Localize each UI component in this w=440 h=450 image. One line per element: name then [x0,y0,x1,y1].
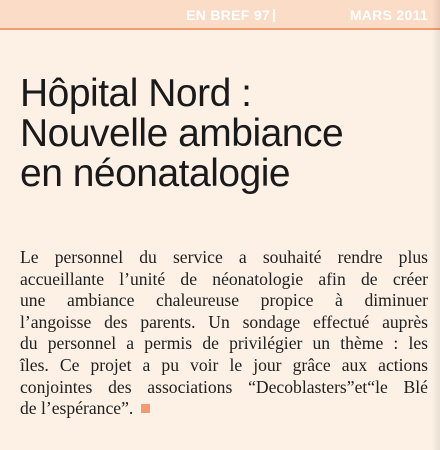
header-bar [0,0,440,30]
end-of-article-mark [141,404,150,413]
article-body-line: accueillante l’unité de néonatologie afin de créer [20,268,428,289]
article-body-line: une ambiance chaleureuse propice à diminuer [20,290,428,311]
header-section-label: EN BREF 97 [186,7,270,23]
article-title-line: en néonatalogie [20,152,291,196]
article-body-line: de l’espérance”. [20,398,134,419]
article-body-line: conjointes des associations “Decoblasters”et“le Blé [20,376,428,397]
article-body-last-line [20,398,428,420]
article-title-line: Nouvelle ambiance [20,112,344,156]
article-body-line: îles. Ce projet a pu voir le jour grâce aux actions [20,354,428,375]
header-separator: | [272,6,276,22]
page-edge-shadow [432,0,440,450]
article-body [20,247,428,420]
article-body-line: du personnel a permis de privilégier un thème : les [20,333,428,354]
article-title [20,74,420,194]
article-body-line: Le personnel du service a souhaité rendre plus [20,247,428,267]
article-body-line: l’angoisse des parents. Un sondage effectué auprès [20,311,428,332]
article-title-line: Hôpital Nord : [20,72,252,116]
header-date: MARS 2011 [349,7,428,23]
